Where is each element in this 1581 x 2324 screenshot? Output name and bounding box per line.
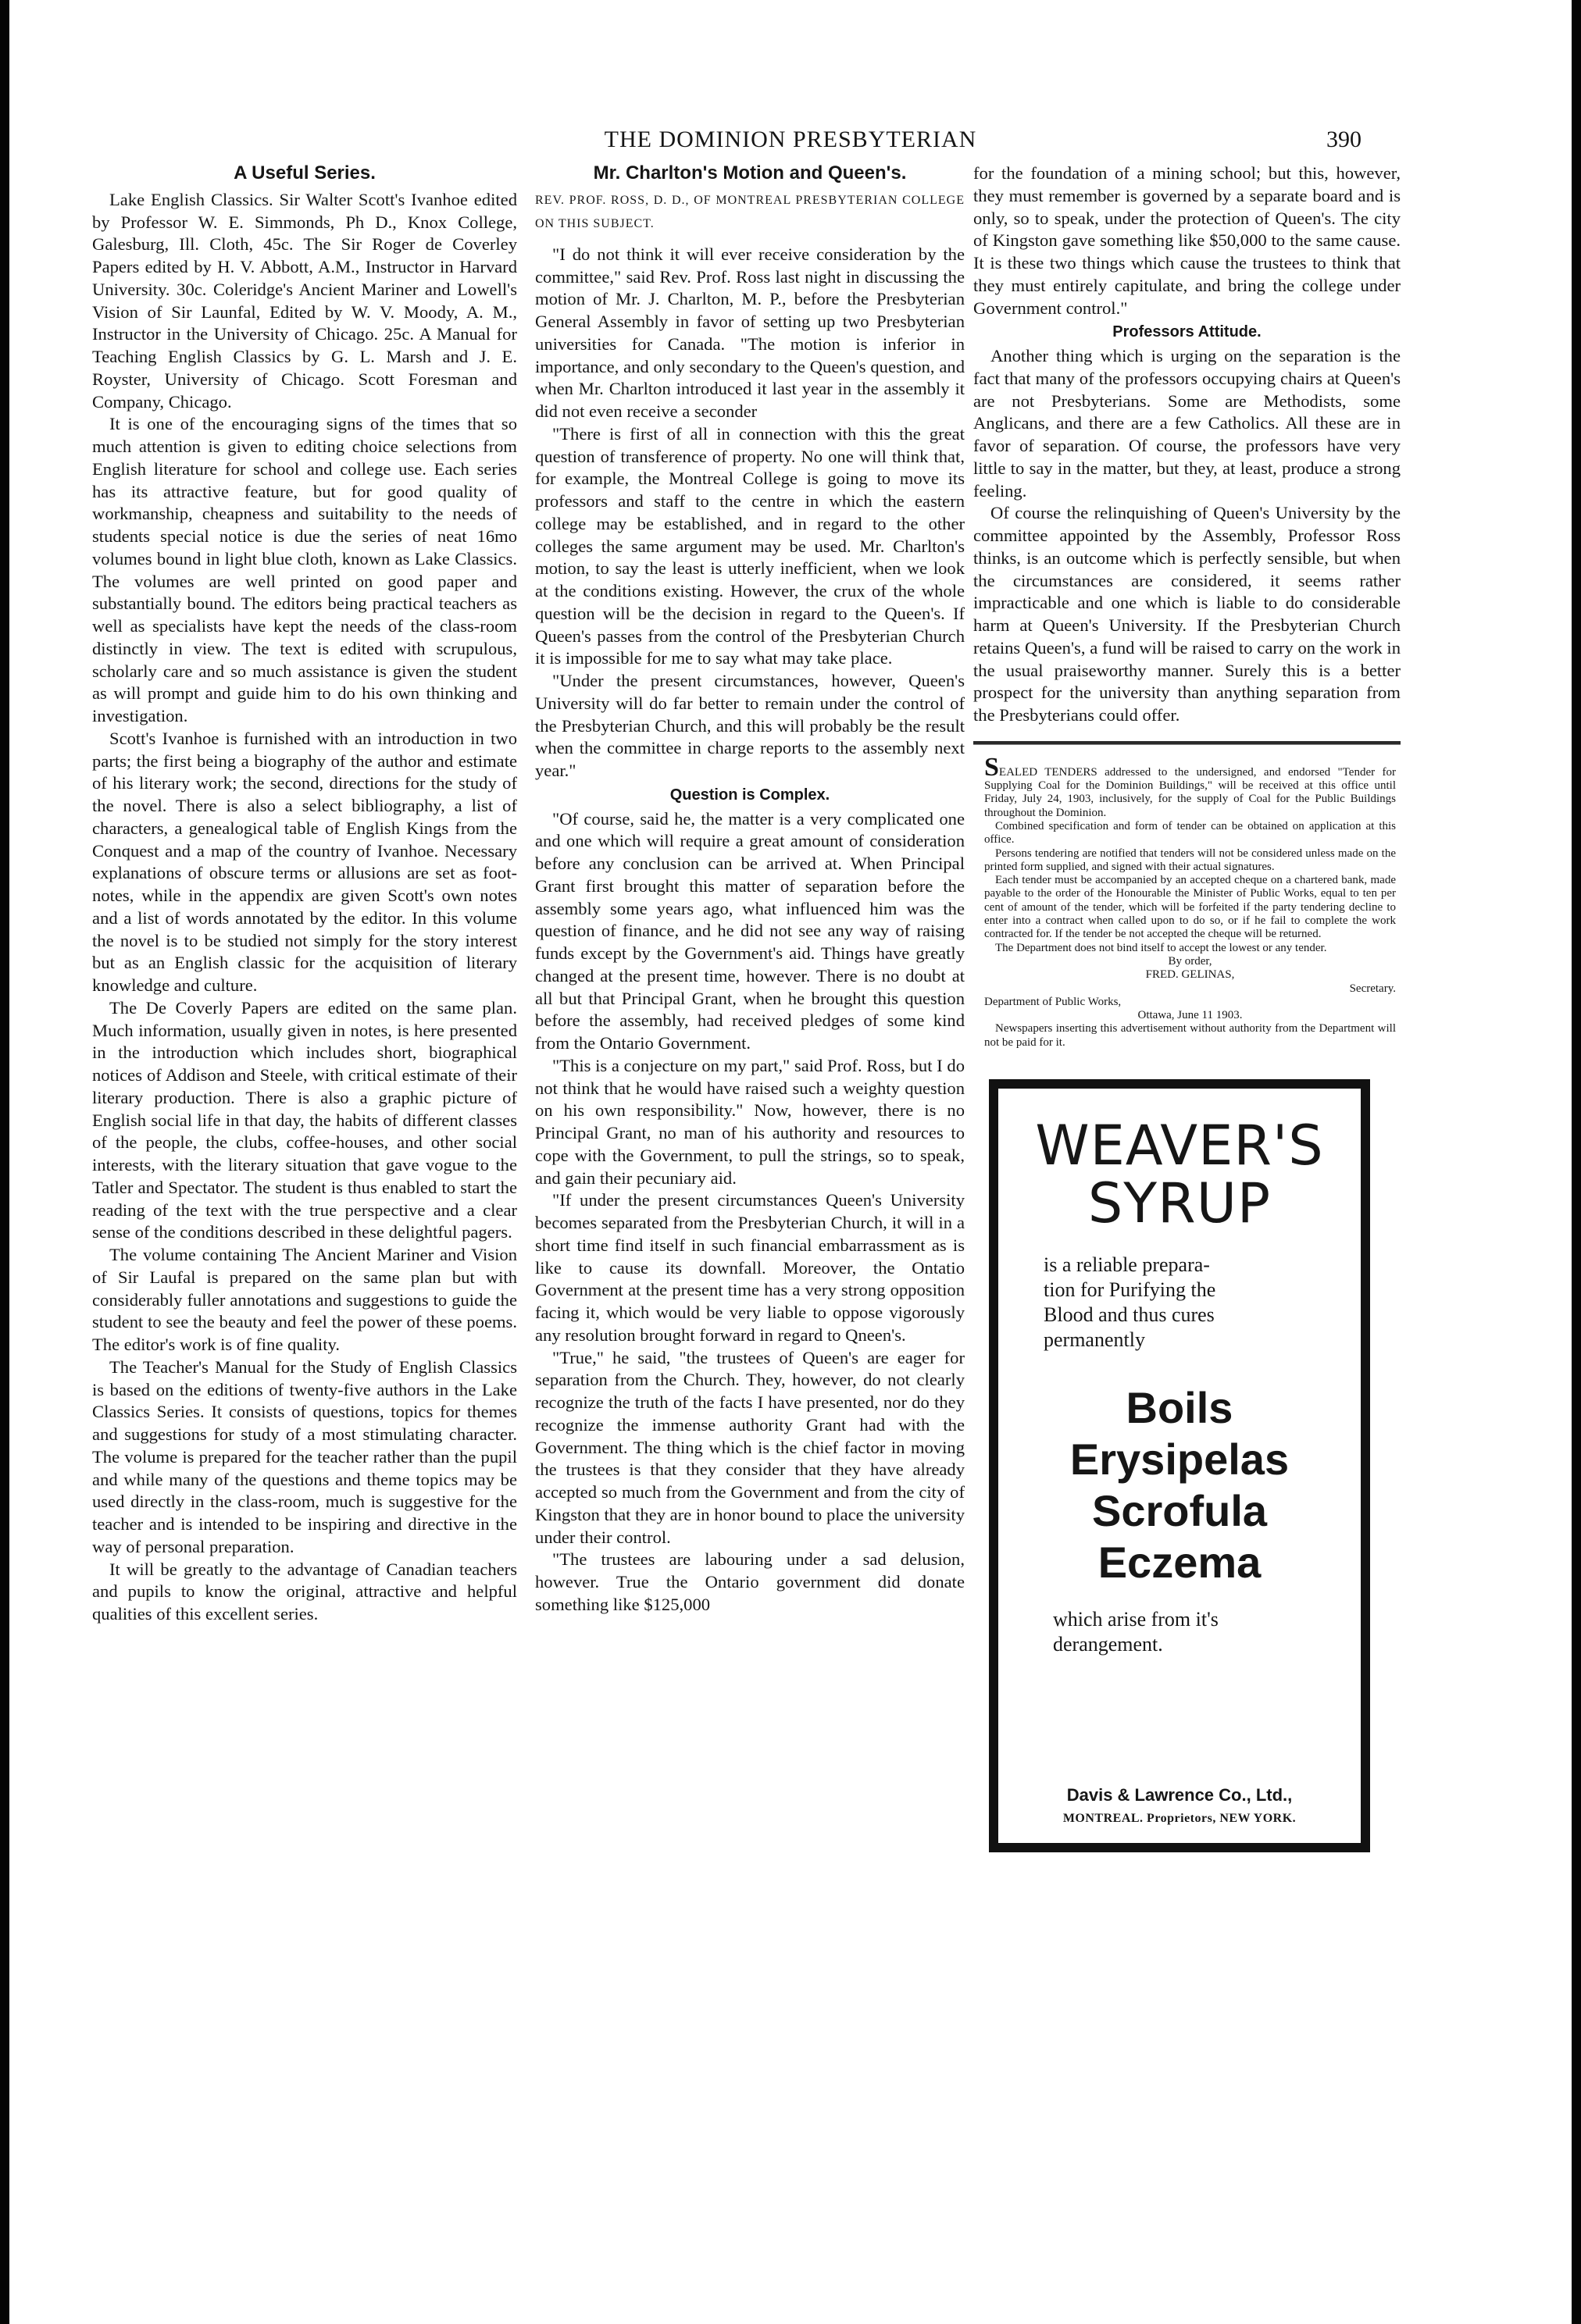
- tender-paragraph: Each tender must be accompanied by an accepted cheque on a chartered bank, made payable to the order of the Honourable the Minister of Public Works, equal to ten per cent of amount of the tender, which will be forfeited if the party tendering decline to enter into a contract when called upon to do so, or if he fail to complete the work contracted for. If the tender be not accepted the cheque will be returned.: [984, 874, 1396, 941]
- article-heading-charltons-motion: Mr. Charlton's Motion and Queen's.: [593, 162, 907, 184]
- page-header: [0, 127, 1581, 166]
- paragraph: "Under the present circumstances, however, Queen's University will do far better to remain under the control of the Presbyterian Church, and this will probably be the result when the committee in charge reports to the assembly next year.": [535, 671, 965, 780]
- tender-department: Department of Public Works,: [984, 995, 1122, 1008]
- column-2: [535, 162, 965, 1616]
- tender-paragraph: Persons tendering are notified that tenders will not be considered unless made on the printed form supplied, and signed with their actual signatures.: [984, 847, 1396, 873]
- tender-paragraph: [984, 752, 1396, 820]
- ad-maker-line: MONTREAL. Proprietors, NEW YORK.: [1062, 1812, 1297, 1826]
- paragraph: The Teacher's Manual for the Study of English Classics is based on the editions of twenty-five authors in the Lake Classics Series. It consists of questions, topics for themes and suggestions for study of a most stimulating character. The volume is prepared for the teacher rather than the pupil and while many of the questions and theme topics may be used directly in the class-room, much is suggestive for the teacher and is intended to be inspiring and directive in the way of personal preparation.: [92, 1356, 517, 1556]
- ad-note: [998, 1607, 1361, 1657]
- publication-title: THE DOMINION PRESBYTERIAN: [604, 127, 977, 152]
- ad-brand-name: [998, 1113, 1361, 1235]
- ad-description-line: is a reliable prepara-: [1044, 1253, 1210, 1276]
- column-divider-rule: [973, 741, 1401, 745]
- column-1: [92, 162, 517, 1626]
- tender-notice: Newspapers inserting this advertisement without authority from the Department will not be paid for it.: [984, 1022, 1396, 1049]
- right-scan-border: [1572, 0, 1581, 2324]
- subheading-question-complex: Question is Complex.: [669, 786, 830, 804]
- tender-signer-title: Secretary.: [1349, 982, 1396, 995]
- tender-opening-text: EALED TENDERS addressed to the undersigned, and endorsed "Tender for Supplying Coal for the Dominion Buildings," will be received at this office until Friday, July 24, 1903, inclusively, for the supply of Coal for the Public Buildings throughout the Dominion.: [984, 765, 1396, 819]
- page-number: 390: [1326, 127, 1362, 152]
- paragraph: "The trustees are labouring under a sad delusion, however. True the Ontario government did donate something like $125,000: [535, 1549, 965, 1614]
- paragraph: "I do not think it will ever receive consideration by the committee," said Rev. Prof. Ross last night in discussing the motion of Mr. J. Charlton, M. P., before the Presbyterian General Assembly in favor of setting up two Presbyterian universities for Canada. "The motion is inferior in importance, and only secondary to the Queen's question, and when Mr. Charlton introduced it last year in the assembly it did not even receive a seconder: [535, 244, 965, 421]
- drop-cap: S: [984, 752, 999, 782]
- tender-paragraph: The Department does not bind itself to accept the lowest or any tender.: [995, 941, 1327, 954]
- tender-paragraph: Combined specification and form of tender can be obtained on application at this office.: [984, 819, 1396, 847]
- sealed-tenders-notice: [973, 752, 1401, 1050]
- ad-description-line: permanently: [1044, 1328, 1145, 1351]
- subheading-professors-attitude: Professors Attitude.: [1112, 323, 1262, 341]
- paragraph: "This is a conjecture on my part," said Prof. Ross, but I do not think that he would have raised such a weighty question on his own responsibility." Now, however, there is no Principal Grant, no man of his authority and resources to cope with the Government, to pull the strings, so to speak, and gain their pecuniary aid.: [535, 1055, 965, 1188]
- paragraph: "There is first of all in connection with this the great question of transference of property. No one will think that, for example, the Montreal College is going to move its professors and staff to the centre in which the eastern college may be established, and in regard to the other colleges the same argument may be used. Mr. Charlton's motion, to say the least is utterly inefficient, when we look at the conditions existing. However, the crux of the whole question will be the decision in regard to the Queen's. If Queen's passes from the control of the Presbyterian Church it is impossible for me to say what may take place.: [535, 423, 965, 668]
- ad-brand-line: SYRUP: [1087, 1171, 1272, 1235]
- tender-by-order: By order,: [1168, 954, 1212, 968]
- ad-ailments-list: [998, 1382, 1361, 1588]
- ad-ailment: Boils: [1126, 1382, 1233, 1432]
- tender-signer: FRED. GELINAS,: [1145, 968, 1235, 982]
- article-heading-useful-series: A Useful Series.: [234, 162, 376, 184]
- tender-place-date: Ottawa, June 11 1903.: [1137, 1009, 1243, 1022]
- paragraph: Lake English Classics. Sir Walter Scott's Ivanhoe edited by Professor W. E. Simmonds, Ph D., Knox College, Galesburg, Ill. Cloth, 45c. The Sir Roger de Coverley Papers edited by H. V. Abbott, A.M., Instructor in Harvard University. 30c. Coleridge's Ancient Mariner and Lowell's Vision of Sir Launfal, Edited by W. V. Moody, A. M., Instructor in the University of Chicago. 25c. A Manual for Teaching English Classics by G. L. Marsh and J. E. Royster, University of Chicago. Scott Foresman and Company, Chicago.: [92, 189, 517, 412]
- paragraph: Scott's Ivanhoe is furnished with an introduction in two parts; the first being a biography of the author and estimate of his literary work; the second, directions for the study of the novel. There is also a select bibliography, a list of characters, a genealogical table of English Kings from the Conquest and a map of the country of Ivanhoe. Necessary explanations of obscure terms or allusions are set as foot-notes, while in the appendix are given Scott's own notes and a list of words annotated by the editor. In this volume the novel is to be studied not simply for the story interest but as an English classic for the acquisition of literary knowledge and culture.: [92, 728, 517, 995]
- ad-maker: Davis & Lawrence Co., Ltd.,: [1066, 1785, 1293, 1805]
- paragraph: The De Coverly Papers are edited on the same plan. Much information, usually given in notes, is here presented in the introduction which includes short, biographical notices of Addison and Steele, with critical estimate of their literary production. There is also a graphic picture of English social life in that day, the habits of different classes of the people, the clubs, coffee-houses, and other social interests, with the literary situation that gave vogue to the Tatler and Spectator. The student is thus enabled to start the reading of the text with the true perspective and a clear sense of the conditions described in these delightful pagers.: [92, 997, 517, 1242]
- article-byline: REV. PROF. ROSS, D. D., OF MONTREAL PRESBYTERIAN COLLEGE ON THIS SUBJECT.: [535, 193, 965, 230]
- weavers-syrup-advertisement: [989, 1079, 1370, 1852]
- paragraph: "Of course, said he, the matter is a very complicated one and one which will require a great amount of consideration before any conclusion can be arrived at. When Principal Grant first brought this matter of separation before the assembly some years ago, what influenced him was the question of finance, and he did not see any way of raising funds except by the Government's aid. Things have greatly changed at the present time, however. There is no doubt at all but that Principal Grant, when he brought this question before the assembly, had received pledges of some kind from the Ontario Government.: [535, 808, 965, 1053]
- column-3: [973, 162, 1401, 1852]
- ad-description: [998, 1253, 1361, 1353]
- ad-description-line: Blood and thus cures: [1044, 1303, 1215, 1326]
- ad-brand-line: WEAVER'S: [1035, 1113, 1324, 1178]
- paragraph: The volume containing The Ancient Mariner and Vision of Sir Laufal is prepared on the same plan but with considerably fuller annotations and suggestions to guide the student to see the beauty and feel the power of these poems. The editor's work is of fine quality.: [92, 1245, 517, 1354]
- ad-note-line: derangement.: [1053, 1632, 1163, 1656]
- left-scan-border: [0, 0, 9, 2324]
- ad-ailment: Eczema: [1097, 1537, 1262, 1587]
- paragraph: Another thing which is urging on the separation is the fact that many of the professors occupying chairs at Queen's are not Presbyterians. Some are Methodists, some Anglicans, and there are a few Catholics. All these are in favor of separation. Of course, the professors have very little to say in the matter, but they, at least, produce a strong feeling.: [973, 346, 1401, 501]
- ad-ailment: Erysipelas: [1069, 1434, 1290, 1484]
- paragraph: "If under the present circumstances Queen's University becomes separated from the Presbyterian Church, it will in a short time find itself in such financial embarrassment as is like to cause its downfall. Moreover, the Ontatio Government at the present time has a very strong opposition facing it, which would be very liable to oppose vigorously any resolution brought forward in regard to Qneen's.: [535, 1190, 965, 1345]
- paragraph: Of course the relinquishing of Queen's University by the committee appointed by the Assembly, Professor Ross thinks, is an outcome which is perfectly sensible, but when the circumstances are considered, it seems rather impracticable and one which is liable to do considerable harm at Queen's University. If the Presbyterian Church retains Queen's, a fund will be raised to carry on the work in the usual praiseworthy manner. Surely this is a better prospect for the university than anything separation from the Presbyterians could offer.: [973, 503, 1401, 725]
- paragraph: It will be greatly to the advantage of Canadian teachers and pupils to know the original, attractive and helpful qualities of this excellent series.: [92, 1559, 517, 1624]
- paragraph: for the foundation of a mining school; but this, however, they must remember is governed by a separate board and is only, so to speak, under the protection of Queen's. The city of Kingston gave something like $50,000 to the same cause. It is these two things which cause the trustees to think that they must entirely capitulate, and bring the college under Government control.": [973, 163, 1401, 318]
- paragraph: "True," he said, "the trustees of Queen's are eager for separation from the Church. They, however, do not clearly recognize the truth of the facts I have presented, nor do they recognize the immense authority Grant had with the Government. The thing which is the chief factor in moving the trustees is that they consider that they have already accepted so much from the Government and from the city of Kingston that they are in honor bound to place the university under their control.: [535, 1347, 965, 1547]
- paragraph: It is one of the encouraging signs of the times that so much attention is given to editing choice selections from English literature for school and college use. Each series has its attractive feature, but for good quality of workmanship, cheapness and suitability to the needs of students special notice is due the series of neat 16mo volumes bound in light blue cloth, known as Lake Classics. The volumes are well printed on good paper and substantially bound. The editors being practical teachers as well as specialists have kept the needs of the class-room distinctly in view. The text is edited with scrupulous, scholarly care and so much assistance is given the student as will prompt and guide him to do his own thinking and investigation.: [92, 414, 517, 725]
- ad-ailment: Scrofula: [1091, 1485, 1268, 1535]
- ad-note-line: which arise from it's: [1053, 1607, 1219, 1631]
- ad-description-line: tion for Purifying the: [1044, 1278, 1216, 1301]
